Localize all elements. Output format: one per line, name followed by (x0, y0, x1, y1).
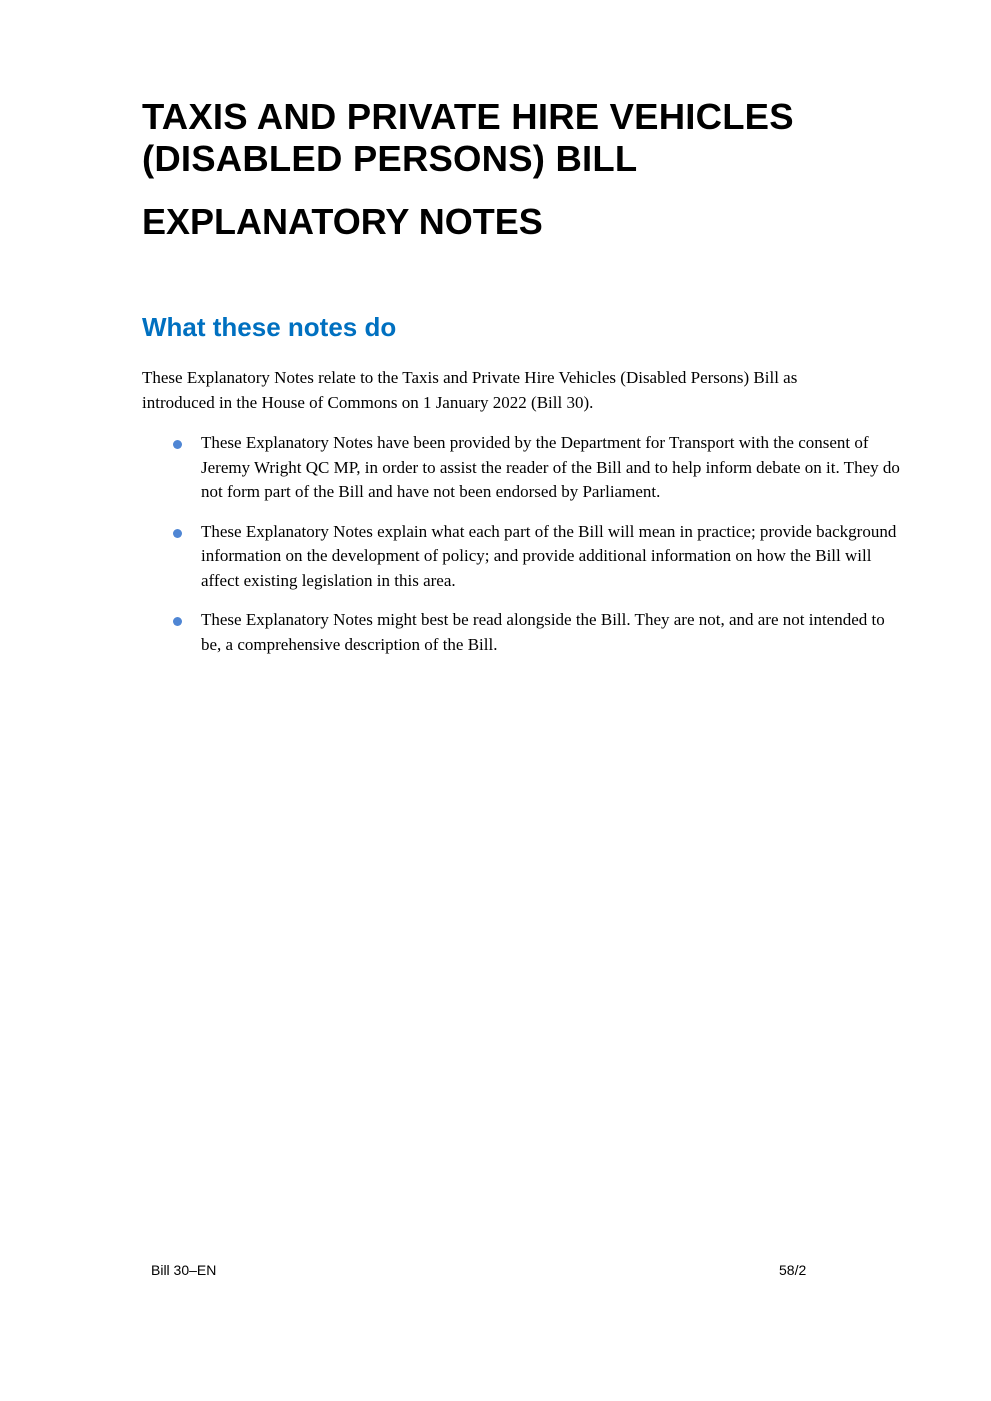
list-item-text: These Explanatory Notes have been provided by the Department for Transport with the consent of Jeremy Wright QC MP, in order to assist the reader of the Bill and to help inform debate on it. They do not form part of the Bill and have not been endorsed by Parliament. (201, 433, 900, 501)
footer-page-ref: 58/2 (779, 1262, 807, 1278)
list-item (142, 431, 902, 505)
document-subtitle: EXPLANATORY NOTES (142, 201, 543, 242)
bullet-icon (173, 440, 182, 449)
list-item (142, 608, 902, 657)
section-heading: What these notes do (142, 312, 397, 342)
document-page (142, 96, 902, 672)
intro-paragraph: These Explanatory Notes relate to the Taxis and Private Hire Vehicles (Disabled Persons) Bill as introduced in the House of Commons on 1 January 2022 (Bill 30). (142, 368, 798, 412)
document-title (142, 96, 902, 180)
title-line-1: TAXIS AND PRIVATE HIRE VEHICLES (142, 96, 794, 137)
footer-bill-ref: Bill 30–EN (151, 1262, 217, 1278)
list-item (142, 520, 902, 594)
title-line-2: (DISABLED PERSONS) BILL (142, 138, 638, 179)
bullet-icon (173, 617, 182, 626)
list-item-text: These Explanatory Notes might best be read alongside the Bill. They are not, and are not intended to be, a comprehensive description of the Bill. (201, 610, 885, 654)
bullet-list (142, 431, 902, 657)
bullet-icon (173, 529, 182, 538)
list-item-text: These Explanatory Notes explain what each part of the Bill will mean in practice; provide background information on the development of policy; and provide additional information on how the Bill will affect existing legislation in this area. (201, 521, 897, 590)
